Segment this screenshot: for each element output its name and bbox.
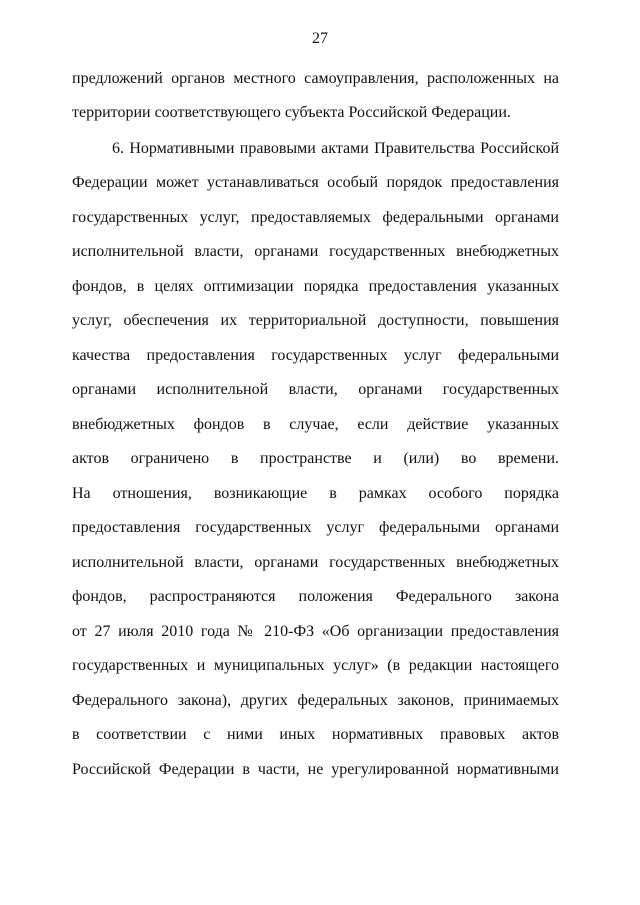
text-line: качества предоставления государственных услуг федеральными (72, 347, 559, 364)
text-line: фондов, в целях оптимизации порядка предоставления указанных (72, 278, 559, 295)
text-line: Российской Федерации в части, не урегулированной нормативными (72, 761, 559, 778)
text-line: фондов, распространяются положения Федерального закона (72, 588, 559, 605)
text-line: от 27 июля 2010 года № 210-ФЗ «Об организации предоставления (72, 623, 559, 640)
text-line: государственных услуг, предоставляемых федеральными органами (72, 209, 559, 226)
text-line: исполнительной власти, органами государственных внебюджетных (72, 243, 559, 260)
text-line: услуг, обеспечения их территориальной доступности, повышения (72, 312, 559, 329)
text-line: исполнительной власти, органами государственных внебюджетных (72, 554, 559, 571)
text-line: в соответствии с ними иных нормативных правовых актов (72, 726, 559, 743)
text-line: государственных и муниципальных услуг» (в редакции настоящего (72, 657, 559, 674)
text-line: актов ограничено в пространстве и (или) во времени. (72, 450, 559, 467)
text-line: органами исполнительной власти, органами государственных (72, 381, 559, 398)
text-line: 6. Нормативными правовыми актами Правительства Российской (112, 140, 559, 157)
text-line: На отношения, возникающие в рамках особого порядка (72, 485, 559, 502)
text-line: предоставления государственных услуг федеральными органами (72, 519, 559, 536)
text-line: Федерального закона), других федеральных законов, принимаемых (72, 692, 559, 709)
text-line: Федерации может устанавливаться особый порядок предоставления (72, 174, 559, 191)
page-number: 27 (312, 30, 328, 47)
text-line: территории соответствующего субъекта Российской Федерации. (72, 104, 511, 121)
text-line: предложений органов местного самоуправления, расположенных на (72, 70, 559, 87)
text-line: внебюджетных фондов в случае, если действие указанных (72, 416, 559, 433)
